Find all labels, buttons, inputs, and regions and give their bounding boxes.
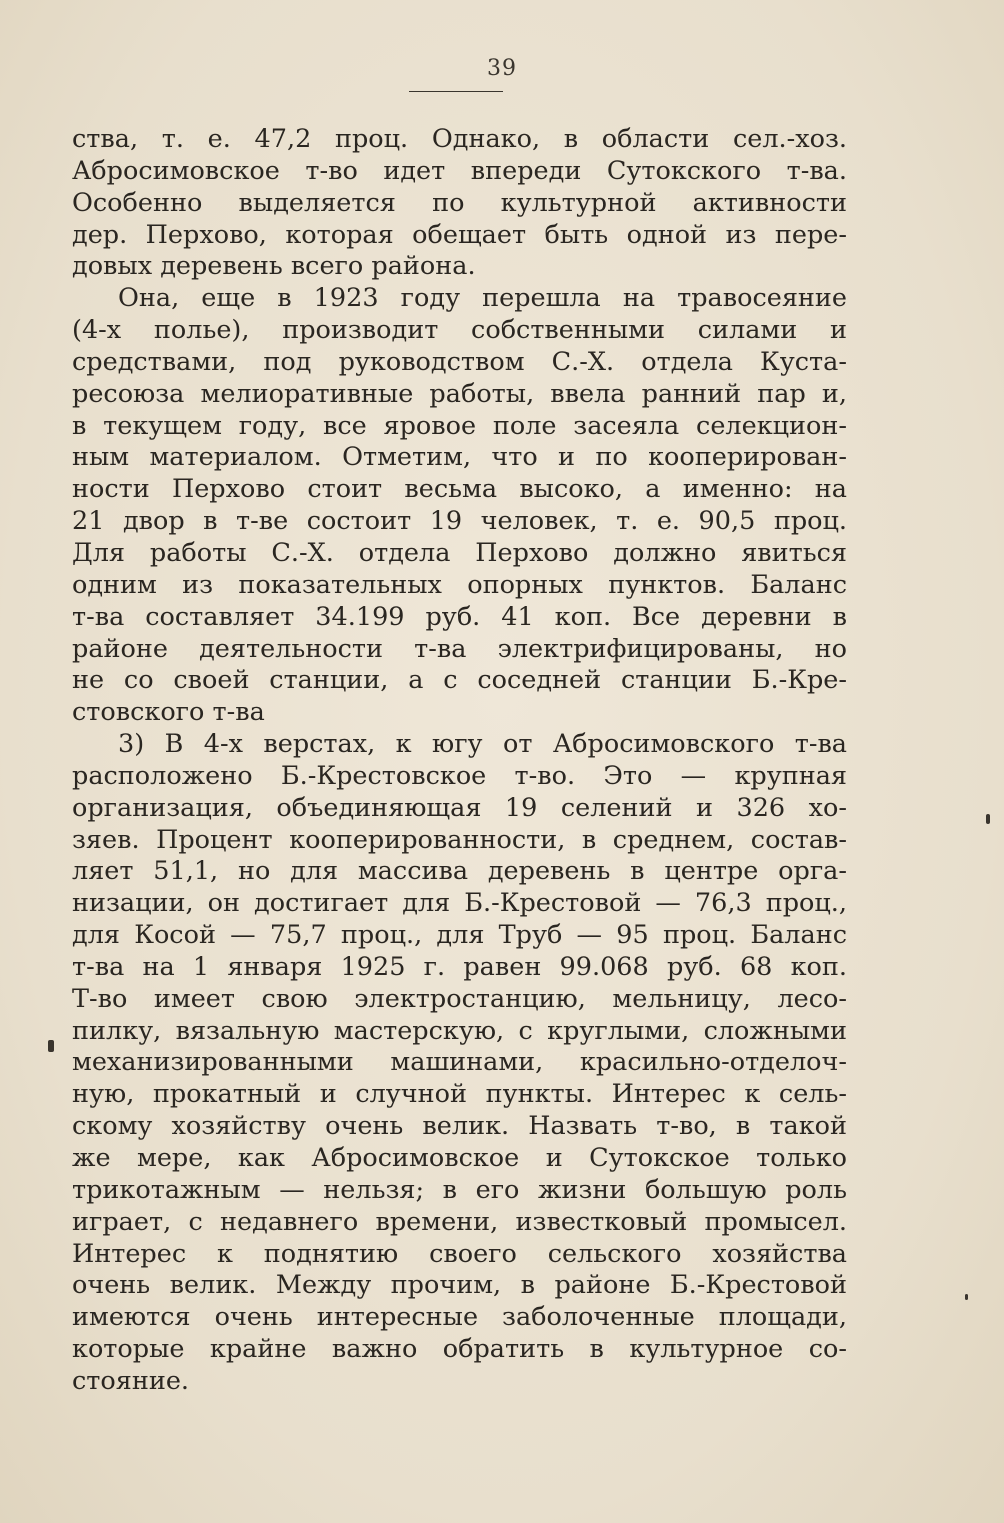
- text-line: 21 двор в т-ве состоит 19 человек, т. е. 90,5 проц.: [72, 506, 847, 537]
- text-line: т-ва на 1 января 1925 г. равен 99.068 руб. 68 коп.: [72, 951, 847, 982]
- text-line: механизированными машинами, красильно-отделоч-: [72, 1047, 847, 1078]
- text-line: имеются очень интересные заболоченные площади,: [72, 1302, 847, 1333]
- text-line: организация, объединяющая 19 селений и 326 хо-: [72, 792, 847, 823]
- text-line: ным материалом. Отметим, что и по кооперирован-: [72, 442, 847, 473]
- text-line: 3) В 4-х верстах, к югу от Абросимовского т-ва: [118, 729, 847, 760]
- text-line: (4-х полье), производит собственными силами и: [72, 315, 847, 346]
- text-line: очень велик. Между прочим, в районе Б.-Крестовой: [72, 1270, 847, 1301]
- text-line: Т-во имеет свою электростанцию, мельницу, лесо-: [72, 983, 847, 1014]
- text-line: ности Перхово стоит весьма высоко, а именно: на: [72, 474, 847, 505]
- text-line: стовского т-ва: [72, 697, 265, 728]
- text-line: ства, т. е. 47,2 проц. Однако, в области сел.-хоз.: [72, 124, 847, 154]
- text-line: скому хозяйству очень велик. Назвать т-во, в такой: [72, 1111, 847, 1142]
- text-line: не со своей станции, а с соседней станции Б.-Кре-: [72, 665, 847, 696]
- margin-speck: [48, 1040, 54, 1052]
- text-line: т-ва составляет 34.199 руб. 41 коп. Все деревни в: [72, 601, 847, 632]
- text-line: ную, прокатный и случной пункты. Интерес к сель-: [72, 1079, 847, 1110]
- text-line: ресоюза мелиоративные работы, ввела ранний пар и,: [72, 378, 847, 409]
- text-line: Особенно выделяется по культурной активности: [72, 187, 847, 218]
- text-line: одним из показательных опорных пунктов. Баланс: [72, 569, 847, 600]
- text-line: играет, с недавнего времени, известковый промысел.: [72, 1206, 847, 1237]
- text-line: трикотажным — нельзя; в его жизни большую роль: [72, 1174, 847, 1205]
- page-number: 39: [487, 56, 517, 81]
- text-line: районе деятельности т-ва электрифицированы, но: [72, 633, 847, 664]
- text-line: ляет 51,1, но для массива деревень в центре орга-: [72, 856, 847, 887]
- text-line: которые крайне важно обратить в культурное со-: [72, 1334, 847, 1365]
- text-line: расположено Б.-Крестовское т-во. Это — крупная: [72, 760, 847, 791]
- text-line: стояние.: [72, 1365, 190, 1396]
- text-line: в текущем году, все яровое поле засеяла селекцион-: [72, 410, 847, 441]
- text-line: пилку, вязальную мастерскую, с круглыми, сложными: [72, 1015, 847, 1046]
- body-text: [72, 124, 847, 1398]
- text-line: для Косой — 75,7 проц., для Труб — 95 проц. Баланс: [72, 920, 847, 951]
- text-line: низации, он достигает для Б.-Крестовой — 76,3 проц.,: [72, 888, 847, 919]
- text-line: Для работы С.-Х. отдела Перхово должно явиться: [72, 537, 847, 568]
- text-line: довых деревень всего района.: [72, 251, 476, 282]
- header-rule: [409, 91, 503, 92]
- text-line: средствами, под руководством С.-Х. отдела Куста-: [72, 346, 847, 377]
- text-line: Интерес к поднятию своего сельского хозяйства: [72, 1238, 847, 1269]
- margin-speck: [965, 1294, 968, 1300]
- text-line: Абросимовское т-во идет впереди Сутокского т-ва.: [72, 155, 847, 186]
- text-line: же мере, как Абросимовское и Сутокское только: [72, 1143, 847, 1173]
- text-line: Она, еще в 1923 году перешла на травосеяние: [118, 283, 847, 314]
- margin-speck: [986, 814, 990, 824]
- text-line: дер. Перхово, которая обещает быть одной из пере-: [72, 219, 847, 250]
- text-line: зяев. Процент кооперированности, в среднем, состав-: [72, 824, 847, 855]
